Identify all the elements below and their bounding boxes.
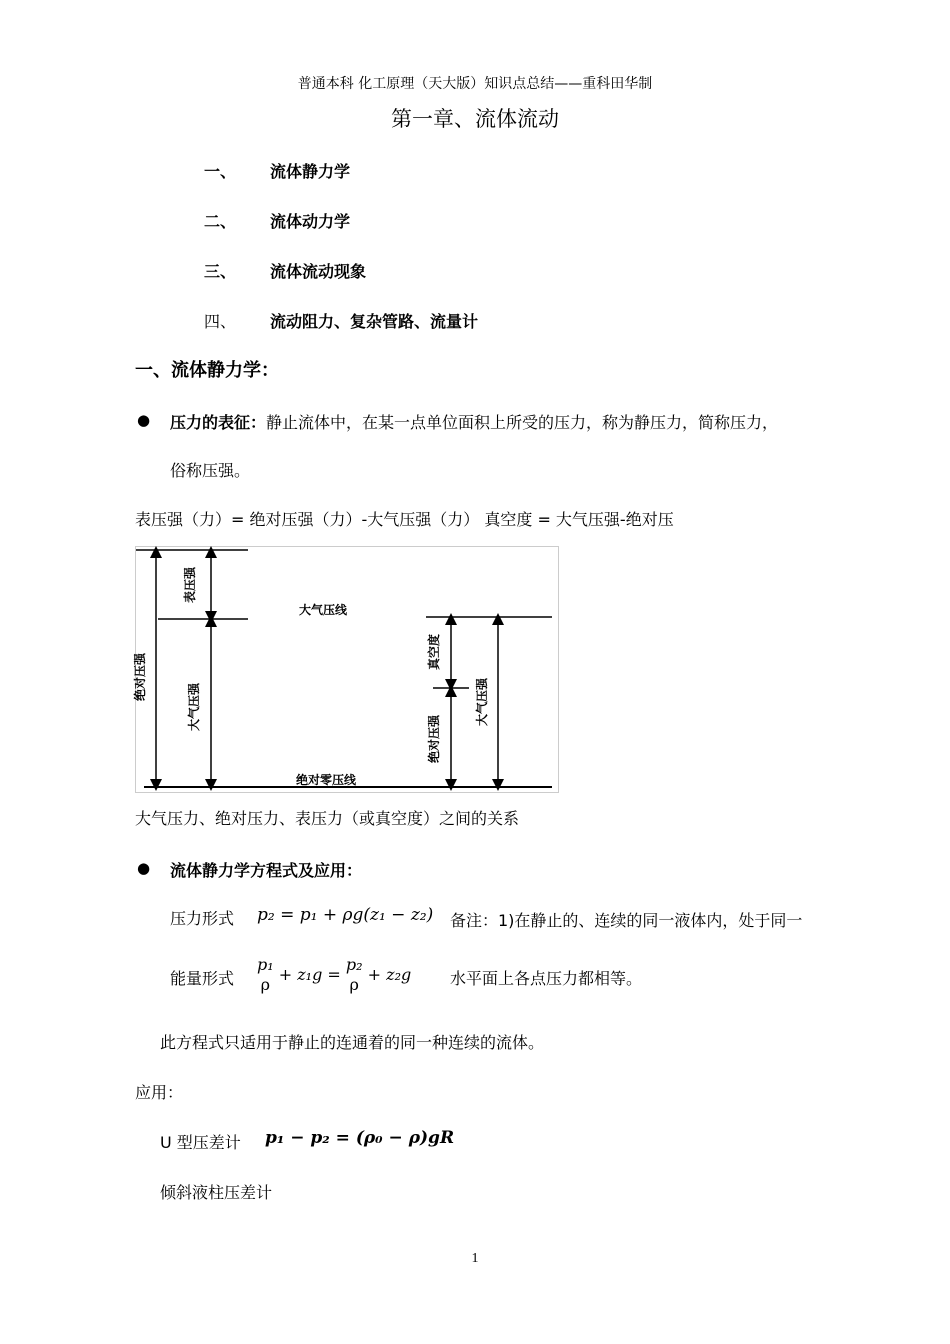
- bullet2-label: 流体静力学方程式及应用：: [170, 861, 363, 880]
- u-tube-label: U 型压差计: [160, 1133, 241, 1152]
- pressure-form-label: 压力形式: [170, 909, 235, 928]
- toc-title-4: 流动阻力、复杂管路、流量计: [270, 312, 479, 331]
- toc-num-4: 四、: [204, 312, 237, 331]
- toc-title-2: 流体动力学: [270, 212, 351, 231]
- toc-num-1: 一、: [204, 162, 237, 181]
- energy-eq-den1: ρ: [260, 975, 271, 994]
- bullet1-text: 静止流体中，在某一点单位面积上所受的压力，称为静压力，简称压力，: [266, 413, 779, 432]
- fig-label-abs-right: 绝对压强: [427, 714, 441, 764]
- inclined-manometer-label: 倾斜液柱压差计: [160, 1183, 273, 1202]
- note-line2: 水平面上各点压力都相等。: [450, 969, 643, 988]
- fig-label-vacuum: 真空度: [427, 633, 441, 671]
- page-header: 普通本科 化工原理（天大版）知识点总结——重科田华制: [297, 76, 653, 92]
- energy-form-label: 能量形式: [170, 969, 235, 988]
- relation-line: 表压强（力）= 绝对压强（力）-大气压强（力） 真空度 = 大气压强-绝对压: [135, 510, 674, 529]
- energy-eq-num2: p₂: [345, 955, 363, 974]
- pressure-relation-figure: [135, 546, 559, 793]
- bullet-dot-icon: ●: [137, 859, 151, 877]
- toc-title-3: 流体流动现象: [270, 262, 367, 281]
- fig-label-abs-left: 绝对压强: [133, 652, 147, 702]
- energy-eq-num1: p₁: [257, 955, 274, 974]
- note-line1: 备注：1)在静止的、连续的同一液体内，处于同一: [450, 911, 803, 930]
- figure-caption: 大气压力、绝对压力、表压力（或真空度）之间的关系: [135, 809, 520, 828]
- applicability-text: 此方程式只适用于静止的连通着的同一种连续的流体。: [160, 1033, 545, 1052]
- energy-form-equation: [257, 955, 411, 995]
- u-tube-equation: p₁ − p₂ = (ρ₀ − ρ)gR: [265, 1128, 455, 1148]
- bullet1-line2: 俗称压强。: [170, 461, 251, 480]
- energy-eq-den2: ρ: [349, 975, 359, 994]
- toc-num-3: 三、: [204, 262, 237, 281]
- energy-eq-mid2: + z₂g: [367, 965, 412, 984]
- pressure-form-equation: p₂ = p₁ + ρg(z₁ − z₂): [257, 905, 434, 925]
- fig-label-atm-left: 大气压强: [187, 682, 201, 732]
- section-heading: 一、流体静力学：: [135, 360, 279, 381]
- bullet1-line1: [170, 410, 778, 433]
- fig-label-gauge: 表压强: [183, 566, 197, 604]
- toc-title-1: 流体静力学: [270, 162, 351, 181]
- fig-label-zero-line: 绝对零压线: [295, 773, 357, 787]
- fig-label-atm-right: 大气压强: [475, 677, 489, 727]
- application-label: 应用：: [135, 1083, 184, 1102]
- bullet1-label: 压力的表征：: [170, 413, 267, 432]
- toc-num-2: 二、: [204, 212, 237, 231]
- bullet-dot-icon: ●: [137, 411, 151, 429]
- page-number: 1: [471, 1251, 479, 1266]
- chapter-title: 第一章、流体流动: [391, 107, 559, 131]
- energy-eq-mid1: + z₁g =: [278, 965, 341, 984]
- fig-label-atm-line: 大气压线: [298, 603, 348, 617]
